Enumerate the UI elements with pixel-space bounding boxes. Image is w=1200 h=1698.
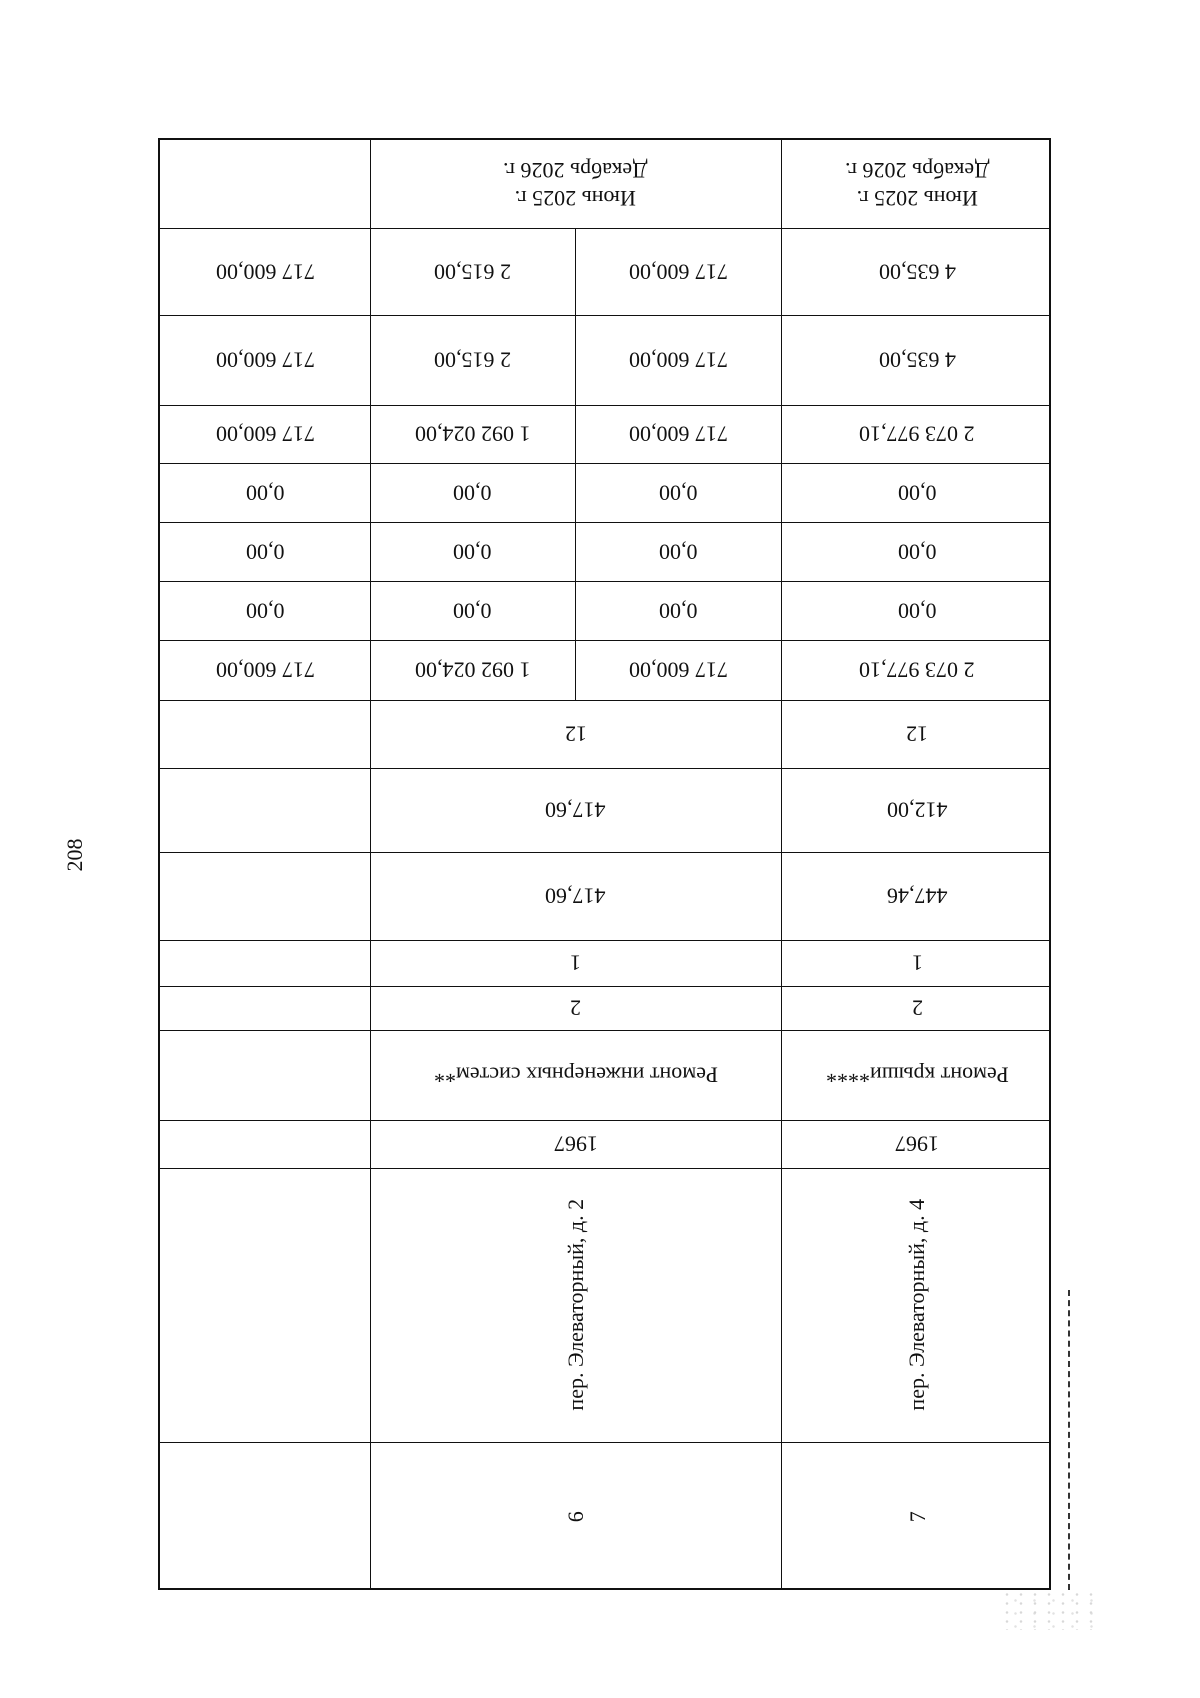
cut-line: [1068, 1290, 1070, 1590]
row6-year: 1967: [553, 1131, 598, 1157]
row6-cost-zero-3-a: 0,00: [453, 480, 492, 506]
row7-residents: 12: [906, 721, 928, 747]
prior-cost-zero-2: 0,00: [245, 539, 285, 565]
row7-period: Июнь 2025 г. Декабрь 2026 г.: [844, 158, 990, 211]
row7-number: 7: [904, 1511, 930, 1523]
scan-noise: [1000, 1590, 1100, 1630]
row6-number: 6: [562, 1511, 588, 1523]
row6-col1: 1: [570, 950, 581, 976]
prior-cost-per-m2: 717 600,00: [215, 347, 315, 373]
row6-cost-total-a: 1 092 024,00: [414, 657, 531, 683]
row6-cost-zero-2-a: 0,00: [453, 539, 492, 565]
row7-area-total: 447,46: [886, 883, 948, 909]
row6-cost-fund-a: 1 092 024,00: [414, 421, 531, 447]
prior-cost-fund: 717 600,00: [215, 421, 315, 447]
prior-cost-zero-3: 0,00: [245, 480, 285, 506]
row6-cost-fund-b: 717 600,00: [628, 421, 728, 447]
row6-cost-total-b: 717 600,00: [628, 657, 728, 683]
row7-cost-per-m2: 4 635,00: [878, 347, 956, 373]
row7-cost-total: 2 073 977,10: [859, 657, 975, 683]
page-number: 208: [62, 838, 87, 872]
row7-work-type: Ремонт крыши****: [825, 1062, 1009, 1088]
row6-address: пер. Элеваторный, д. 2: [562, 1199, 588, 1411]
prior-cost-zero-1: 0,00: [245, 598, 285, 624]
row7-address: пер. Элеваторный, д. 4: [904, 1199, 930, 1411]
row6-cost-zero-1-b: 0,00: [658, 598, 698, 624]
row6-period: Июнь 2025 г. Декабрь 2026 г.: [503, 158, 648, 211]
row7-cost-zero-2: 0,00: [897, 539, 937, 565]
row6-work-type: Ремонт инженерных систем**: [433, 1062, 718, 1088]
prior-cost-limit: 717 600,00: [215, 259, 315, 285]
row7-year: 1967: [895, 1131, 939, 1157]
row6-residents: 12: [564, 721, 587, 747]
row7-area-living: 412,00: [886, 797, 948, 823]
document-table: [158, 138, 1051, 1590]
row7-col1: 1: [911, 950, 923, 976]
row6-cost-zero-3-b: 0,00: [658, 480, 698, 506]
row6-area-total: 417,60: [545, 883, 606, 909]
row7-cost-zero-3: 0,00: [897, 480, 937, 506]
row6-cost-zero-2-b: 0,00: [658, 539, 698, 565]
row6-cost-per-m2-a: 2 615,00: [434, 347, 511, 373]
row7-col2: 2: [911, 995, 923, 1021]
row6-area-living: 417,60: [545, 797, 606, 823]
row6-cost-per-m2-b: 717 600,00: [628, 347, 728, 373]
row7-cost-limit: 4 635,00: [878, 259, 956, 285]
row7-cost-fund: 2 073 977,10: [859, 421, 975, 447]
row6-col2: 2: [570, 995, 581, 1021]
row6-cost-limit-a: 2 615,00: [434, 259, 511, 285]
prior-cost-total: 717 600,00: [215, 657, 315, 683]
row7-cost-zero-1: 0,00: [897, 598, 937, 624]
row6-cost-limit-b: 717 600,00: [628, 259, 728, 285]
row6-cost-zero-1-a: 0,00: [453, 598, 492, 624]
